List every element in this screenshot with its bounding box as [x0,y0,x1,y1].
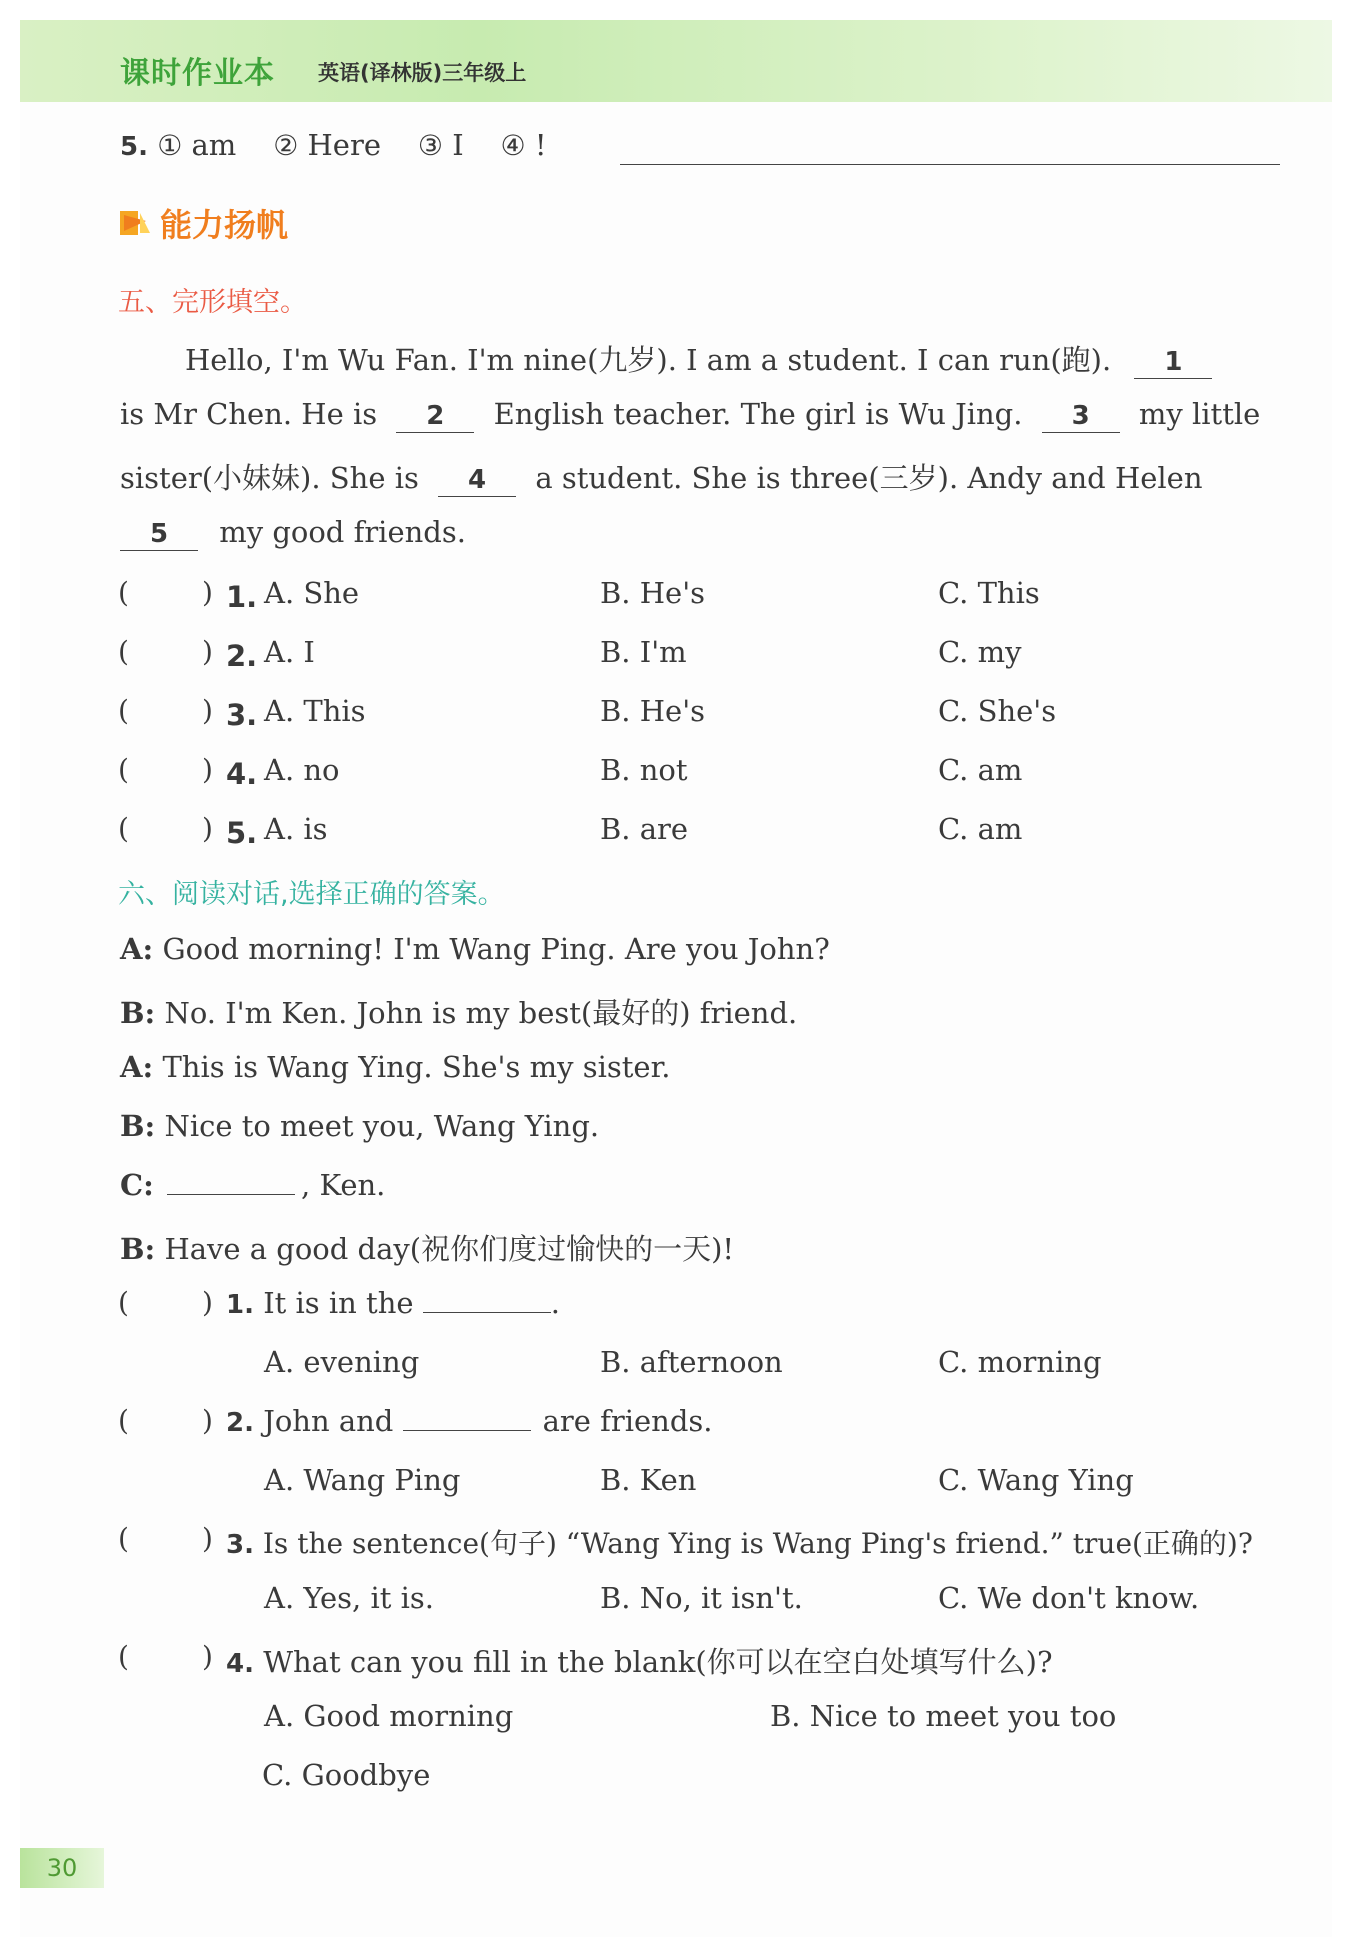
dialog-text: Have a good day(祝你们度过愉快的一天)! [164,1232,735,1266]
passage-line-2 [120,397,1260,433]
cloze-blank-2[interactable]: 2 [396,400,474,433]
stem-blank[interactable] [403,1404,531,1431]
passage-line-3 [120,456,1203,497]
circled-1: ① [157,129,183,162]
answer-paren-close: ) [202,694,213,727]
dialog-text: Nice to meet you, Wang Ying. [164,1109,600,1143]
q5-word-1: am [191,128,237,162]
answer-paren-close: ) [202,1522,213,1555]
option-b[interactable]: B. Nice to meet you too [770,1699,1117,1733]
option-b[interactable]: B. are [600,812,689,846]
question-number: 3. [226,698,258,732]
answer-paren-open[interactable]: ( [118,635,129,668]
part5-heading: 五、完形填空。 [118,287,307,318]
question-number: 4. [226,757,258,791]
option-c[interactable]: C. This [938,576,1040,610]
answer-paren-close: ) [202,1640,213,1673]
answer-paren-open[interactable]: ( [118,812,129,845]
option-a[interactable]: A. Wang Ping [264,1463,461,1497]
speaker-label: A: [120,1050,154,1084]
section-title: 能力扬帆 [160,206,289,244]
question-number: 2. [226,639,258,673]
question-stem [226,1404,713,1438]
circled-2: ② [273,129,299,162]
question-number: 1. [226,580,258,614]
dialog-line [120,1109,599,1143]
answer-paren-open[interactable]: ( [118,1640,129,1673]
question-number: 1. [226,1290,254,1320]
dialog-line [120,1227,734,1268]
answer-paren-open[interactable]: ( [118,1522,129,1555]
stem-text: are friends. [542,1404,713,1438]
circled-4: ④ [500,129,526,162]
answer-paren-open[interactable]: ( [118,576,129,609]
answer-paren-close: ) [202,1286,213,1319]
passage-line-1 [185,338,1212,379]
dialog-blank[interactable] [167,1168,295,1195]
dialog-line [120,1168,385,1202]
option-a[interactable]: A. She [264,576,360,610]
option-a[interactable]: A. Good morning [264,1699,514,1733]
page-number: 30 [20,1848,104,1888]
option-c[interactable]: C. am [938,812,1023,846]
part6-heading: 六、阅读对话,选择正确的答案。 [118,879,505,910]
speaker-label: A: [120,932,154,966]
passage-text: a student. She is three(三岁). Andy and Helen [535,461,1203,495]
passage-text: English teacher. The girl is Wu Jing. [493,397,1023,431]
cloze-blank-5[interactable]: 5 [120,518,198,551]
passage-text: sister(小妹妹). She is [120,461,419,495]
q5-number: 5. [120,132,148,162]
stem-text: It is in the [263,1286,414,1320]
option-c[interactable]: C. my [938,635,1022,669]
question-number: 5. [226,816,258,850]
option-b[interactable]: B. He's [600,576,706,610]
option-a[interactable]: A. evening [264,1345,420,1379]
option-c[interactable]: C. morning [938,1345,1102,1379]
q5-answer-blank[interactable] [620,164,1280,165]
answer-paren-close: ) [202,1404,213,1437]
answer-paren-close: ) [202,576,213,609]
speaker-label: B: [120,1232,156,1266]
option-a[interactable]: A. This [264,694,366,728]
option-b[interactable]: B. afternoon [600,1345,783,1379]
answer-paren-open[interactable]: ( [118,1404,129,1437]
option-b[interactable]: B. Ken [600,1463,697,1497]
dialog-text: No. I'm Ken. John is my best(最好的) friend. [164,996,798,1030]
stem-text: John and [263,1404,394,1438]
option-c[interactable]: C. We don't know. [938,1581,1200,1615]
option-c[interactable]: C. am [938,753,1023,787]
passage-text: my good friends. [219,515,466,549]
dialog-line [120,1050,670,1084]
option-a[interactable]: A. Yes, it is. [264,1581,435,1615]
speaker-label: B: [120,1109,156,1143]
passage-text: Hello, I'm Wu Fan. I'm nine(九岁). I am a student. I can run(跑). [185,343,1112,377]
question-number: 4. [226,1649,254,1679]
dialog-text: , Ken. [301,1168,386,1202]
circled-3: ③ [417,129,443,162]
cloze-blank-3[interactable]: 3 [1042,400,1120,433]
stem-text: . [550,1286,560,1320]
option-b[interactable]: B. No, it isn't. [600,1581,803,1615]
answer-paren-open[interactable]: ( [118,694,129,727]
stem-text: Is the sentence(句子) “Wang Ying is Wang Ping's friend.” true(正确的)? [262,1527,1253,1560]
q5-word-2: Here [307,128,381,162]
stem-text: What can you fill in the blank(你可以在空白处填写什么)? [263,1645,1053,1679]
passage-text: my little [1138,397,1261,431]
answer-paren-close: ) [202,753,213,786]
option-c[interactable]: C. Wang Ying [938,1463,1134,1497]
answer-paren-close: ) [202,635,213,668]
answer-paren-close: ) [202,812,213,845]
question-stem [226,1640,1053,1681]
sail-icon [118,207,152,239]
q5-word-4: ! [534,128,547,162]
dialog-line [120,991,797,1032]
question-number: 2. [226,1408,254,1438]
option-c[interactable]: C. She's [938,694,1057,728]
dialog-text: Good morning! I'm Wang Ping. Are you John? [162,932,830,966]
question-stem [226,1522,1253,1562]
option-b[interactable]: B. He's [600,694,706,728]
option-b[interactable]: B. I'm [600,635,687,669]
dialog-line [120,932,830,966]
book-subtitle: 英语(译林版)三年级上 [318,61,527,85]
question-stem [226,1286,560,1320]
passage-line-4 [120,515,466,551]
option-a[interactable]: A. I [264,635,315,669]
answer-paren-open[interactable]: ( [118,1286,129,1319]
option-c[interactable]: C. Goodbye [262,1758,431,1792]
book-brand: 课时作业本 [120,56,275,91]
speaker-label: C: [120,1168,154,1202]
section-header [118,200,288,246]
option-a[interactable]: A. is [264,812,328,846]
q5-line [120,128,547,162]
dialog-text: This is Wang Ying. She's my sister. [162,1050,671,1084]
stem-blank[interactable] [423,1286,551,1313]
cloze-blank-4[interactable]: 4 [438,464,516,497]
question-number: 3. [226,1530,254,1560]
q5-word-3: I [452,128,464,162]
speaker-label: B: [120,996,156,1030]
option-a[interactable]: A. no [264,753,340,787]
passage-text: is Mr Chen. He is [120,397,378,431]
option-b[interactable]: B. not [600,753,688,787]
cloze-blank-1[interactable]: 1 [1134,346,1212,379]
answer-paren-open[interactable]: ( [118,753,129,786]
